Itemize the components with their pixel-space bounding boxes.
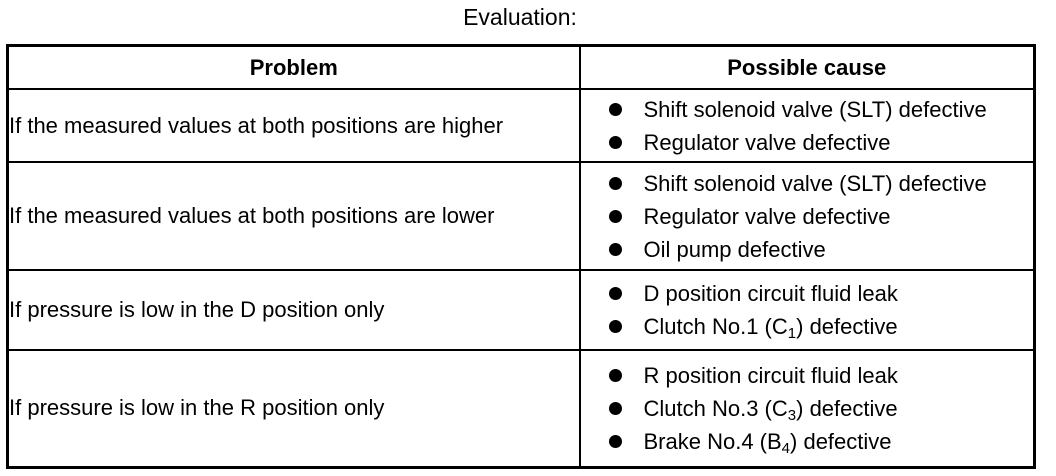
cause-item [581,167,1034,200]
cause-cell [580,162,1035,270]
cause-cell [580,270,1035,350]
table-row [8,270,1035,350]
cause-text: Oil pump defective [643,236,826,262]
cause-item [581,277,1034,310]
bullet-icon [609,435,622,448]
cause-list [581,93,1034,159]
cause-text: R position circuit fluid leak [643,362,898,388]
cause-text: Shift solenoid valve (SLT) defective [643,170,987,196]
cause-text: D position circuit fluid leak [643,281,898,306]
table-row [8,350,1035,467]
cause-item [581,425,1034,458]
cause-cell [580,350,1035,467]
possible-cause-header: Possible cause [580,46,1035,90]
bullet-icon [609,369,622,382]
cause-item [581,359,1034,392]
cause-text: Regulator valve defective [643,129,891,155]
cause-list [581,359,1034,458]
evaluation-caption: Evaluation: [463,4,577,30]
evaluation-table [6,44,1036,469]
cause-text: Clutch No.3 $(C_3)$ defective [643,395,898,424]
cause-item [581,200,1034,233]
cause-list [581,167,1034,266]
problem-cell: If pressure is low in the D position only [8,270,580,350]
cause-text: Shift solenoid valve (SLT) defective [643,96,987,122]
problem-header: Problem [8,46,580,90]
bullet-icon [609,103,622,116]
table-row [8,162,1035,270]
bullet-icon [609,210,622,223]
cause-item [581,93,1034,126]
cause-item [581,233,1034,266]
bullet-icon [609,287,622,300]
bullet-icon [609,402,622,415]
table-row [8,89,1035,162]
cause-item [581,392,1034,425]
bullet-icon [609,136,622,149]
cause-text: Clutch No.1 $(C_1)$ defective [643,314,898,342]
cause-item [581,310,1034,343]
cause-item [581,126,1034,159]
cause-text: Brake No.4 $(B_4)$ defective [643,428,892,457]
cause-list [581,277,1034,343]
problem-cell: If pressure is low in the R position only [8,350,580,467]
cause-text: Regulator valve defective [643,203,891,229]
header-row [8,46,1035,90]
bullet-icon [609,177,622,190]
cause-cell [580,89,1035,162]
bullet-icon [609,320,622,333]
problem-cell: If the measured values at both positions are lower [8,162,580,270]
bullet-icon [609,243,622,256]
problem-cell: If the measured values at both positions are higher [8,89,580,162]
